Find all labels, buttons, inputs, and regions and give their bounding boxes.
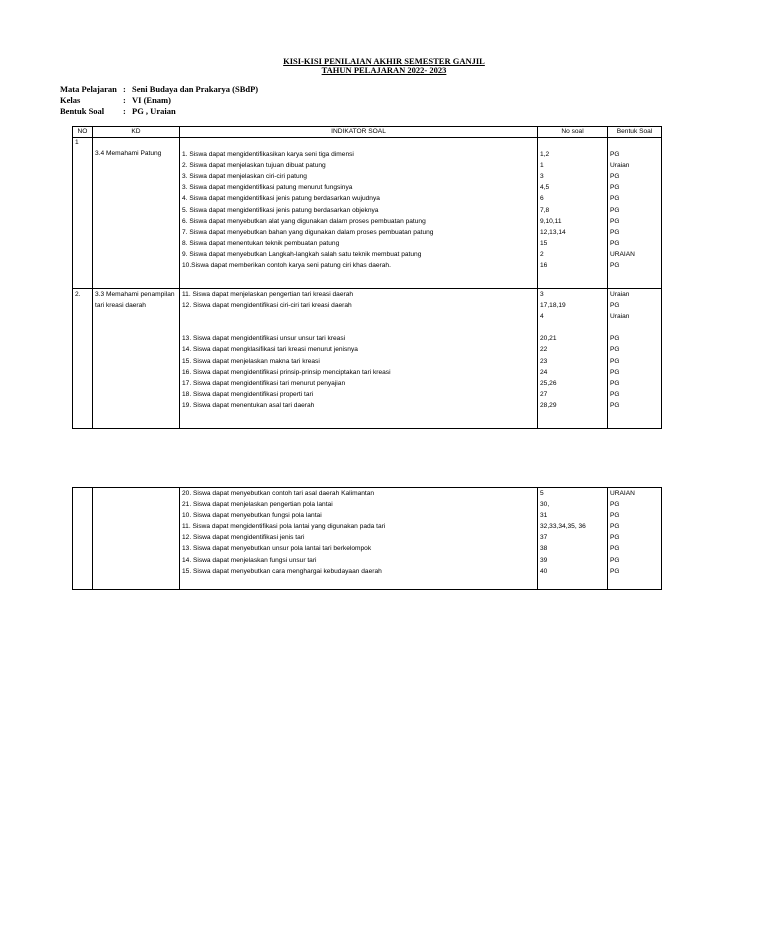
bentuk-soal-value: Uraian (610, 162, 630, 170)
list-item: 10.Siswa dapat memberikan contoh karya seni patung ciri khas daerah. (182, 262, 391, 270)
list-item: 4. Siswa dapat mengidentifikasi jenis patung berdasarkan wujudnya (182, 195, 380, 203)
list-item: 15. Siswa dapat menjelaskan makna tari kreasi (182, 357, 320, 365)
table-section-1 (73, 138, 662, 289)
no-soal-value: 27 (540, 390, 548, 398)
no-soal-value: 6 (540, 195, 544, 203)
list-item: 12. Siswa dapat mengidentifikasi ciri-ciri tari kreasi daerah (182, 302, 352, 310)
no-soal-value: 17,18,19 (540, 302, 566, 310)
no-soal-value: 16 (540, 262, 548, 270)
list-item: 20. Siswa dapat menyebutkan contoh tari asal daerah Kalimantan (182, 490, 375, 497)
no-soal-value: 5 (540, 490, 544, 497)
bentuk-soal-value: PG (610, 335, 620, 343)
no-soal-value: 3 (540, 173, 544, 181)
list-item: 3. Siswa dapat mengidentifikasi patung menurut fungsinya (182, 184, 353, 192)
indicator-cell (180, 138, 538, 289)
list-item: 13. Siswa dapat mengidentifikasi unsur unsur tari kreasi (182, 335, 346, 343)
no-soal-value: 40 (540, 567, 548, 575)
bentuk-soal-value: PG (610, 501, 620, 509)
document-subtitle: TAHUN PELAJARAN 2022- 2023 (321, 65, 447, 75)
list-item: 11. Siswa dapat mengidentifikasi pola lantai yang digunakan pada tari (182, 523, 386, 531)
indicator-cell (180, 289, 538, 429)
bentuk-soal-value: PG (610, 195, 620, 203)
kd-cell (93, 488, 180, 590)
list-item: 14. Siswa dapat menjelaskan fungsi unsur tari (182, 556, 317, 564)
no-soal-value: 4 (540, 313, 544, 321)
header-no-soal: No soal (538, 127, 608, 138)
list-item: 3. Siswa dapat menjelaskan ciri-ciri patung (182, 173, 307, 181)
section-number: 2. (73, 289, 93, 429)
list-item: 6. Siswa dapat menyebutkan alat yang digunakan dalam proses pembuatan patung (182, 217, 426, 225)
list-item: 7. Siswa dapat menyebutkan bahan yang digunakan dalam proses pembuatan patung (182, 228, 434, 236)
bentuk-soal-value: PG (610, 545, 620, 553)
list-item: 10. Siswa dapat menyebutkan fungsi pola lantai (182, 512, 322, 520)
list-item: 16. Siswa dapat mengidentifikasi prinsip-prinsip menciptakan tari kreasi (182, 368, 391, 376)
bentuk-soal-value: PG (610, 206, 620, 214)
meta-class: Kelas : VI (Enam) (60, 95, 171, 105)
no-soal-value: 39 (540, 556, 548, 564)
bentuk-soal-value: PG (610, 239, 620, 247)
bentuk-soal-value: PG (610, 262, 620, 270)
no-soal-value: 28,29 (540, 401, 557, 409)
no-soal-value: 37 (540, 534, 548, 542)
no-soal-value: 20,21 (540, 335, 557, 343)
table-section-2 (73, 289, 662, 429)
bentuk-soal-value: PG (610, 346, 620, 354)
list-item: 21. Siswa dapat menjelaskan pengertian pola lantai (182, 501, 333, 509)
no-soal-value: 9,10,11 (540, 217, 562, 225)
no-soal-value: 1 (540, 162, 544, 170)
no-soal-value: 4,5 (540, 184, 550, 192)
no-soal-value: 30, (540, 501, 550, 509)
no-soal-value: 24 (540, 368, 548, 376)
no-soal-cell (538, 289, 608, 429)
bentuk-soal-value: PG (610, 512, 620, 520)
bentuk-soal-value: URAIAN (610, 250, 635, 258)
list-item: 17. Siswa dapat mengidentifikasi tari menurut penyajian (182, 379, 346, 387)
bentuk-soal-value: Uraian (610, 291, 630, 298)
list-item: 8. Siswa dapat menentukan teknik pembuatan patung (182, 239, 340, 247)
no-soal-value: 2 (540, 250, 544, 258)
no-soal-value: 38 (540, 545, 548, 553)
no-soal-cell (538, 488, 608, 590)
no-soal-value: 7,8 (540, 206, 550, 214)
meta-question-type: Bentuk Soal : PG , Uraian (60, 106, 176, 116)
header-no: NO (73, 127, 93, 138)
bentuk-soal-value: PG (610, 173, 620, 181)
header-bentuk-soal: Bentuk Soal (608, 127, 662, 138)
no-soal-value: 15 (540, 239, 548, 247)
bentuk-soal-value: PG (610, 556, 620, 564)
list-item: 12. Siswa dapat mengidentifikasi jenis tari (182, 534, 305, 542)
bentuk-soal-value: PG (610, 401, 620, 409)
list-item: 5. Siswa dapat mengidentifikasi jenis patung berdasarkan objeknya (182, 206, 379, 214)
bentuk-soal-value: PG (610, 534, 620, 542)
grid-table-main (72, 126, 662, 429)
section-number (73, 488, 93, 590)
section-number: 1 (73, 138, 93, 289)
bentuk-soal-value: PG (610, 184, 620, 192)
bentuk-soal-value: PG (610, 217, 620, 225)
no-soal-value: 12,13,14 (540, 228, 566, 236)
no-soal-value: 1,2 (540, 151, 550, 159)
no-soal-value: 32,33,34,35, 36 (540, 523, 586, 531)
list-item: 11. Siswa dapat menjelaskan pengertian tari kreasi daerah (182, 291, 354, 298)
bentuk-soal-value: PG (610, 523, 620, 531)
bentuk-soal-cell (608, 138, 662, 289)
list-item: 15. Siswa dapat menyebutkan cara menghargai kebudayaan daerah (182, 567, 382, 575)
kd-cell: 3.4 Memahami Patung (93, 138, 180, 289)
document-title: KISI-KISI PENILAIAN AKHIR SEMESTER GANJIL (283, 56, 485, 66)
bentuk-soal-value: PG (610, 379, 620, 387)
bentuk-soal-value: PG (610, 228, 620, 236)
bentuk-soal-value: PG (610, 390, 620, 398)
grid-table-continuation (72, 487, 662, 590)
header-indikator: INDIKATOR SOAL (180, 127, 538, 138)
bentuk-soal-cell (608, 289, 662, 429)
no-soal-value: 25,26 (540, 379, 557, 387)
header-kd: KD (93, 127, 180, 138)
list-item: 18. Siswa dapat mengidentifikasi properti tari (182, 390, 314, 398)
indicator-cell (180, 488, 538, 590)
list-item: 2. Siswa dapat menjelaskan tujuan dibuat patung (182, 162, 326, 170)
no-soal-value: 23 (540, 357, 548, 365)
list-item: 9. Siswa dapat menyebutkan Langkah-langkah salah satu teknik membuat patung (182, 250, 422, 258)
list-item: 14. Siswa dapat mengklasifikasi tari kreasi menurut jenisnya (182, 346, 358, 354)
bentuk-soal-value: PG (610, 567, 620, 575)
bentuk-soal-cell (608, 488, 662, 590)
bentuk-soal-value: PG (610, 368, 620, 376)
table-section-3 (73, 488, 662, 590)
bentuk-soal-value: PG (610, 151, 620, 159)
no-soal-value: 22 (540, 346, 548, 354)
bentuk-soal-value: PG (610, 357, 620, 365)
meta-subject: Mata Pelajaran : Seni Budaya dan Prakarya (SBdP) (60, 84, 259, 94)
table-header-row (73, 127, 662, 138)
list-item: 13. Siswa dapat menyebutkan unsur pola lantai tari berkelompok (182, 545, 372, 553)
bentuk-soal-value: PG (610, 302, 620, 310)
list-item: 19. Siswa dapat menentukan asal tari daerah (182, 401, 315, 409)
list-item: 1. Siswa dapat mengidentifikasikan karya seni tiga dimensi (182, 151, 354, 159)
no-soal-value: 3 (540, 291, 544, 298)
list-item (182, 311, 535, 322)
kd-cell: 3.3 Memahami penampilan tari kreasi daerah (93, 289, 180, 429)
no-soal-value: 31 (540, 512, 548, 520)
no-soal-cell (538, 138, 608, 289)
bentuk-soal-value: URAIAN (610, 490, 635, 497)
bentuk-soal-value: Uraian (610, 313, 630, 321)
